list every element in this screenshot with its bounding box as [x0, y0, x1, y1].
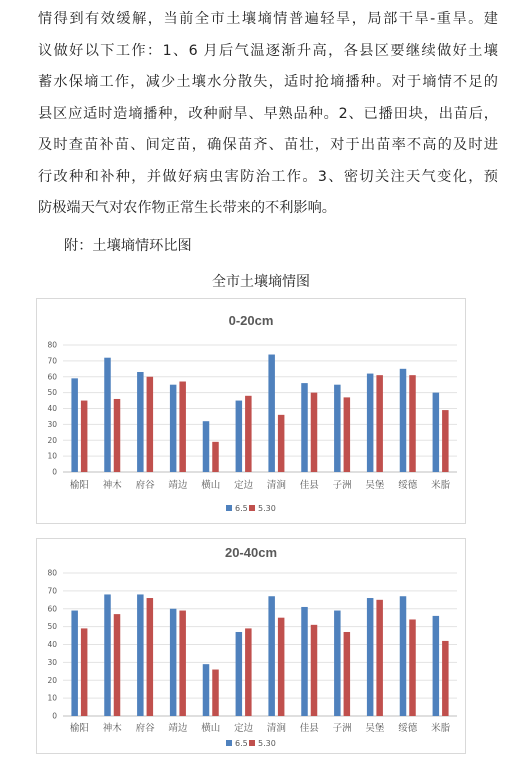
paragraph-line: 县区应适时造墒播种，改种耐旱、早熟品种。2、已播田块，出苗后， [38, 105, 498, 122]
y-tick-label: 10 [47, 451, 57, 461]
category-label: 定边 [234, 480, 254, 491]
category-label: 府谷 [135, 723, 155, 734]
category-label: 子洲 [332, 723, 352, 734]
bar [114, 399, 121, 472]
legend-swatch [226, 505, 232, 511]
category-label: 靖边 [168, 723, 188, 734]
bar [137, 594, 144, 716]
category-label: 佳县 [299, 480, 319, 491]
bar [367, 374, 374, 472]
legend-label: 5.30 [258, 739, 276, 748]
paragraph-line: 防极端天气对农作物正常生长带来的不利影响。 [38, 200, 336, 216]
bar [114, 614, 121, 716]
bar [376, 375, 383, 472]
bar [344, 632, 351, 716]
bar [81, 628, 88, 716]
y-tick-label: 70 [47, 356, 57, 366]
y-tick-label: 40 [47, 404, 57, 413]
bar [409, 375, 416, 472]
y-tick-label: 20 [47, 675, 57, 685]
bar [179, 611, 186, 716]
paragraph-line: 及时查苗补苗、间定苗，确保苗齐、苗壮，对于出苗率不高的及时进 [38, 137, 498, 153]
legend-label: 5.30 [258, 504, 276, 513]
chart-title: 20-40cm [224, 545, 278, 560]
bar [147, 598, 154, 716]
bar [301, 383, 308, 472]
bar [400, 369, 407, 472]
legend-swatch [226, 740, 232, 746]
legend-swatch [249, 505, 255, 511]
chart-20-40cm-svg [37, 539, 465, 753]
bar [268, 596, 275, 716]
bar [311, 393, 318, 472]
bar [236, 401, 243, 472]
y-tick-label: 80 [47, 568, 57, 578]
bar [245, 628, 252, 716]
bar [212, 670, 219, 716]
bar [203, 421, 210, 472]
bar [334, 611, 341, 716]
category-label: 绥德 [398, 723, 418, 734]
y-tick-label: 30 [47, 419, 57, 429]
category-label: 榆阳 [69, 480, 89, 491]
bar [301, 607, 308, 716]
bar [104, 358, 111, 472]
category-label: 米脂 [431, 480, 451, 491]
y-tick-label: 20 [47, 435, 57, 445]
category-label: 神木 [102, 480, 122, 491]
chart-0-20cm-svg [37, 299, 465, 523]
chart-0-20cm [36, 298, 466, 524]
body-paragraph [38, 4, 498, 225]
bar [179, 382, 186, 472]
bar [147, 377, 154, 472]
paragraph-line: 行改种和补种，并做好病虫害防治工作。3、密切关注天气变化，预 [38, 168, 498, 185]
legend-swatch [249, 740, 255, 746]
bar [71, 378, 78, 472]
bar [400, 596, 407, 716]
bar [170, 385, 177, 472]
category-label: 神木 [102, 723, 122, 734]
bar [344, 397, 351, 472]
category-label: 府谷 [135, 480, 155, 491]
category-label: 佳县 [299, 723, 319, 734]
bar [334, 385, 341, 472]
category-label: 米脂 [431, 723, 451, 734]
bar [104, 594, 111, 716]
category-label: 绥德 [398, 480, 418, 491]
figure-title: 全市土壤墒情图 [212, 274, 310, 290]
legend-label: 6.5 [235, 504, 248, 513]
y-tick-label: 0 [52, 467, 57, 477]
bar [433, 616, 440, 716]
y-tick-label: 10 [47, 693, 57, 703]
category-label: 清涧 [266, 480, 286, 491]
legend-label: 6.5 [235, 739, 248, 748]
bar [367, 598, 374, 716]
y-tick-label: 70 [47, 586, 57, 596]
category-label: 靖边 [168, 480, 188, 491]
bar [311, 625, 318, 716]
bar [81, 401, 88, 472]
bar [236, 632, 243, 716]
y-tick-label: 0 [52, 711, 57, 721]
bar [170, 609, 177, 716]
category-label: 吴堡 [365, 480, 385, 491]
bar [212, 442, 219, 472]
y-tick-label: 50 [47, 388, 57, 398]
bar [376, 600, 383, 716]
y-tick-label: 60 [47, 604, 57, 614]
category-label: 清涧 [266, 723, 286, 734]
bar [278, 618, 285, 716]
y-tick-label: 50 [47, 622, 57, 632]
category-label: 吴堡 [365, 723, 385, 734]
category-label: 横山 [201, 723, 221, 734]
bar [203, 664, 210, 716]
category-label: 横山 [201, 480, 221, 491]
paragraph-line: 议做好以下工作：1、6 月后气温逐渐升高，各县区要继续做好土壤 [38, 42, 498, 59]
bar [433, 393, 440, 472]
paragraph-line: 蓄水保墒工作，减少土壤水分散失，适时抢墒播种。对于墒情不足的 [38, 74, 498, 90]
bar [245, 396, 252, 472]
bar [71, 611, 78, 716]
category-label: 子洲 [332, 480, 352, 491]
bar [137, 372, 144, 472]
category-label: 定边 [234, 723, 254, 734]
bar [442, 641, 449, 716]
y-tick-label: 40 [47, 640, 57, 649]
bar [278, 415, 285, 472]
y-tick-label: 60 [47, 372, 57, 382]
paragraph-line: 情得到有效缓解，当前全市土壤墒情普遍轻旱，局部干旱-重旱。建 [38, 11, 498, 27]
y-tick-label: 80 [47, 340, 57, 350]
bar [268, 355, 275, 472]
bar [442, 410, 449, 472]
chart-20-40cm [36, 538, 466, 754]
chart-title: 0-20cm [228, 313, 274, 328]
appendix-label: 附：土壤墒情环比图 [64, 238, 192, 254]
category-label: 榆阳 [69, 723, 89, 734]
y-tick-label: 30 [47, 657, 57, 667]
bar [409, 619, 416, 716]
